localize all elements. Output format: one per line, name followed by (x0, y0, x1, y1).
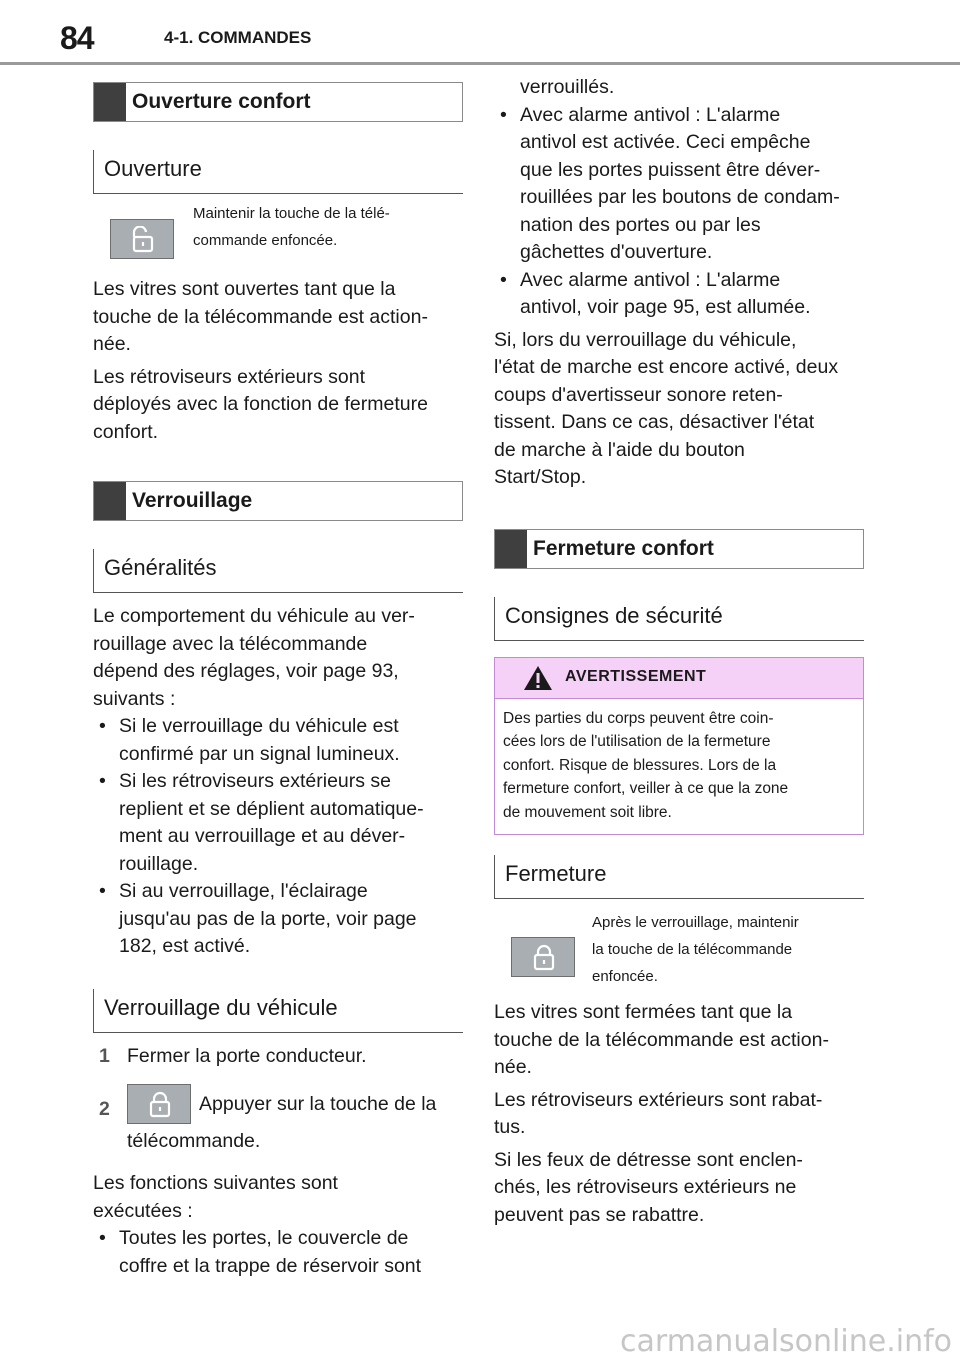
paragraph-retroviseurs: Les rétroviseurs extérieurs sont déployés avec la fonction de fermeture confort. (93, 365, 428, 443)
list-item: • Avec alarme antivol : L'alarme antivol, voir page 95, est allumée. (500, 268, 811, 318)
section-heading-ouverture-confort: Ouverture confort (93, 82, 463, 122)
step-2: 2 Appuyer sur la touche de la télécommande. (93, 1084, 463, 1164)
remote-lock-button-icon (511, 937, 575, 977)
subheading-verrouillage-vehicule: Verrouillage du véhicule (93, 989, 463, 1033)
warning-title: AVERTISSEMENT (565, 667, 707, 685)
warning-text: Des parties du corps peuvent être coin- cées lors de l'utilisation de la fermeture confort. Risque de blessures. Lors de la fermeture confort, veiller à ce que la zone de mouvement soit libre. (503, 709, 789, 821)
list-item: • Toutes les portes, le couvercle de coffre et la trappe de réservoir sont (99, 1227, 422, 1277)
subheading-generalites: Généralités (93, 549, 463, 593)
paragraph-rabattus: Les rétroviseurs extérieurs sont rabat- tus. (494, 1088, 823, 1138)
list-item-continued: verrouillés. (520, 76, 615, 98)
subheading-consignes: Consignes de sécurité (494, 597, 864, 641)
subheading-fermeture: Fermeture (494, 855, 864, 899)
paragraph-vitres: Les vitres sont ouvertes tant que la touche de la télécommande est action- née. (93, 278, 428, 355)
page-header (0, 0, 960, 64)
header-divider (0, 62, 960, 65)
left-column (93, 82, 463, 1280)
subheading-ouverture: Ouverture (93, 150, 463, 194)
section-title: 4-1. COMMANDES (164, 28, 312, 47)
watermark: carmanualsonline.info (620, 1324, 952, 1359)
paragraph-vitres-fermees: Les vitres sont fermées tant que la touche de la télécommande est action- née. (494, 1001, 829, 1078)
warning-triangle-icon (523, 665, 553, 691)
remote-unlock-instruction: Maintenir la touche de la télé- commande enfoncée. (93, 194, 463, 262)
remote-lock-instruction: Après le verrouillage, maintenir la touche de la télécommande enfoncée. (494, 899, 864, 991)
right-column (494, 74, 864, 1229)
paragraph-fonctions: Les fonctions suivantes sont exécutées : (93, 1172, 338, 1222)
section-heading-fermeture-confort: Fermeture confort (494, 529, 864, 569)
paragraph-feux-detresse: Si les feux de détresse sont enclen- chés, les rétroviseurs extérieurs ne peuvent pas se rabattre. (494, 1148, 803, 1226)
remote-lock-button-icon (127, 1084, 191, 1124)
list-item: • Si les rétroviseurs extérieurs se replient et se déplient automatique- ment au verrouillage et au déver- rouillage. (99, 770, 424, 875)
warning-header (495, 658, 863, 699)
paragraph-etat-marche: Si, lors du verrouillage du véhicule, l'état de marche est encore activé, deux coups d'avertisseur sonore reten- tissent. Dans ce cas, désactiver l'état de marche à l'aide du bouton Start/Stop. (494, 328, 839, 488)
list-item: • Si le verrouillage du véhicule est confirmé par un signal lumineux. (99, 715, 400, 765)
list-item: • Si au verrouillage, l'éclairage jusqu'au pas de la porte, voir page 182, est activé. (99, 880, 417, 957)
section-heading-verrouillage: Verrouillage (93, 481, 463, 521)
warning-box (494, 657, 864, 836)
page-number: 84 (60, 20, 94, 56)
remote-unlock-button-icon (110, 219, 174, 259)
paragraph-comportement: Le comportement du véhicule au ver- rouillage avec la télécommande dépend des réglages, voir page 93, suivants : (93, 605, 415, 710)
step-1: 1 Fermer la porte conducteur. (99, 1044, 367, 1067)
list-item: • Avec alarme antivol : L'alarme antivol est activée. Ceci empêche que les portes puissent être déver- rouillées par les boutons de condam- nation des portes ou par les gâchettes d'ouverture. (500, 103, 840, 263)
